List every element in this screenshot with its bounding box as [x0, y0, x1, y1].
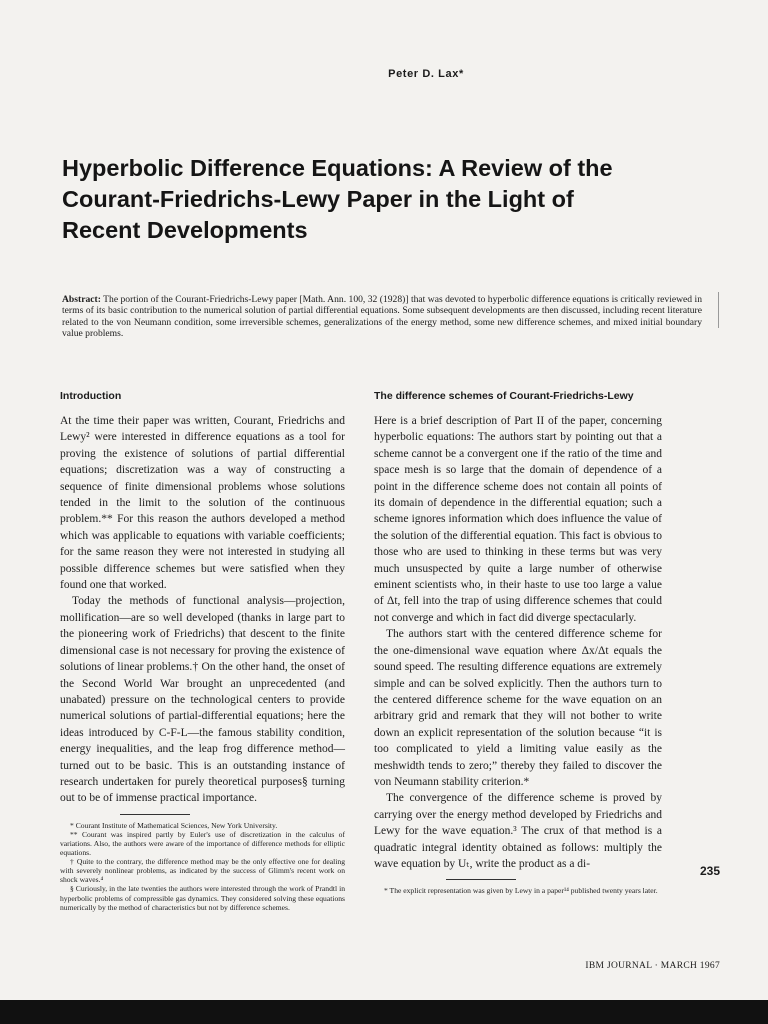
title-line: Courant-Friedrichs-Lewy Paper in the Light of [62, 186, 574, 212]
footnote: * Courant Institute of Mathematical Sciences, New York University. [70, 820, 278, 830]
abstract-text: The portion of the Courant-Friedrichs-Lewy paper [Math. Ann. 100, 32 (1928)] that was devoted to hyperbolic difference equations is critically reviewed in terms of its basic contribution to the numerical solution of partial differential equations. Some subsequent developments are then discussed, including recent literature related to the von Neumann condition, some irreversible schemes, generalizations of the energy method, some new difference schemes, and mixed initial boundary value problems. [62, 294, 702, 339]
footnote: § Curiously, in the late twenties the authors were interested through the work of Prandtl in hyperbolic problems of compressible gas dynamics. They considered solving these equations numerically by the method of characteristics but not by difference schemes. [60, 884, 345, 912]
footnote: ** Courant was inspired partly by Euler's use of discretization in the calculus of variations. Also, the authors were aware of the importance of difference methods for elliptic equations. [60, 829, 345, 858]
author-line: Peter D. Lax* [388, 68, 464, 80]
section-heading-cfl: The difference schemes of Courant-Friedrichs-Lewy [374, 390, 634, 402]
right-column [374, 390, 662, 895]
paper-title [62, 153, 682, 246]
scan-bottom-edge [0, 1000, 768, 1024]
intro-paragraph: At the time their paper was written, Courant, Friedrichs and Lewy² were interested in difference equations as a tool for proving the existence of solutions of partial differential equations; discretization was a way of constructing a sequence of finite dimensional problems whose solutions tended in the limit to the solution of the continuous problem.** For this reason the authors developed a method which was applicable to equations with variable coefficients; for the same reason they were not interested in studying all possible difference schemes but were satisfied when they found one that worked. [60, 415, 345, 592]
footnote: † Quite to the contrary, the difference method may be the only effective one for dealing with severely nonlinear problems, as indicated by the success of Glimm's recent work on shock waves.⁴ [60, 857, 345, 885]
footnotes-right [374, 886, 662, 895]
cfl-paragraph: Here is a brief description of Part II of the paper, concerning hyperbolic equations: The authors start by pointing out that a scheme cannot be a convergent one if the ratio of the time and space mesh is so large that the domain of dependence of a point in the difference scheme does not contain all points of its domain of dependence in the differential equation; such a scheme ignores information which does influence the value of the solution of the differential equation. This fact is obvious to those who are used to thinking in these terms but was very much unsuspected by quite a large number of otherwise eminent scientists who, in their haste to use too large a value of Δt, fell into the trap of using difference schemes that could not converge and which in fact did diverge spectacularly. [374, 415, 662, 624]
journal-footer: IBM JOURNAL · MARCH 1967 [585, 961, 720, 971]
footnote-divider [120, 814, 190, 815]
title-line: Recent Developments [62, 217, 308, 243]
title-line: Hyperbolic Difference Equations: A Review of the [62, 155, 613, 181]
abstract [62, 294, 702, 339]
page-number: 235 [700, 864, 721, 878]
left-column [60, 390, 345, 912]
cfl-paragraph: The convergence of the difference scheme is proved by carrying over the energy method developed by Friedrichs and Lewy for the wave equation.³ The crux of that method is a quadratic integral identity obtained as follows: multiply the wave equation by Uₜ, write the product as a di- [374, 792, 662, 870]
cfl-paragraph: The authors start with the centered difference scheme for the one-dimensional wave equation where Δx/Δt equals the sound speed. The resulting difference equations are extremely simple and can be solved explicitly. Then the authors turn to the centered difference scheme for the wave equation on an arbitrary grid and remark that they will not bother to write down an explicit representation of the solution because “it is too complicated to yield a limiting value easily as the meshwidth tends to zero;” thereby they failed to discover the von Neumann stability criterion.* [374, 628, 662, 788]
footnotes-left [60, 821, 345, 912]
footnote-divider [446, 879, 516, 880]
section-heading-introduction: Introduction [60, 390, 122, 402]
footnote: * The explicit representation was given by Lewy in a paper¹⁴ published twenty years later. [384, 886, 658, 896]
margin-rule [718, 292, 719, 328]
abstract-label: Abstract: [62, 294, 101, 305]
intro-paragraph: Today the methods of functional analysis—projection, mollification—are so well developed (thanks in large part to the pioneering work of Friedrichs) that descent to the finite dimensional case is not necessary for proving the existence of solutions of linear problems.† On the other hand, the onset of the Second World War brought an unprecedented (and unabated) pressure on the technological centers to provide numerical solutions of partial-differential equations; here the ideas introduced by C-F-L—the famous stability condition, energy inequalities, and the leap frog difference method—turned out to be basic. This is an outstanding instance of research undertaken for purely theoretical purposes§ turning out to be of immense practical importance. [60, 595, 345, 805]
